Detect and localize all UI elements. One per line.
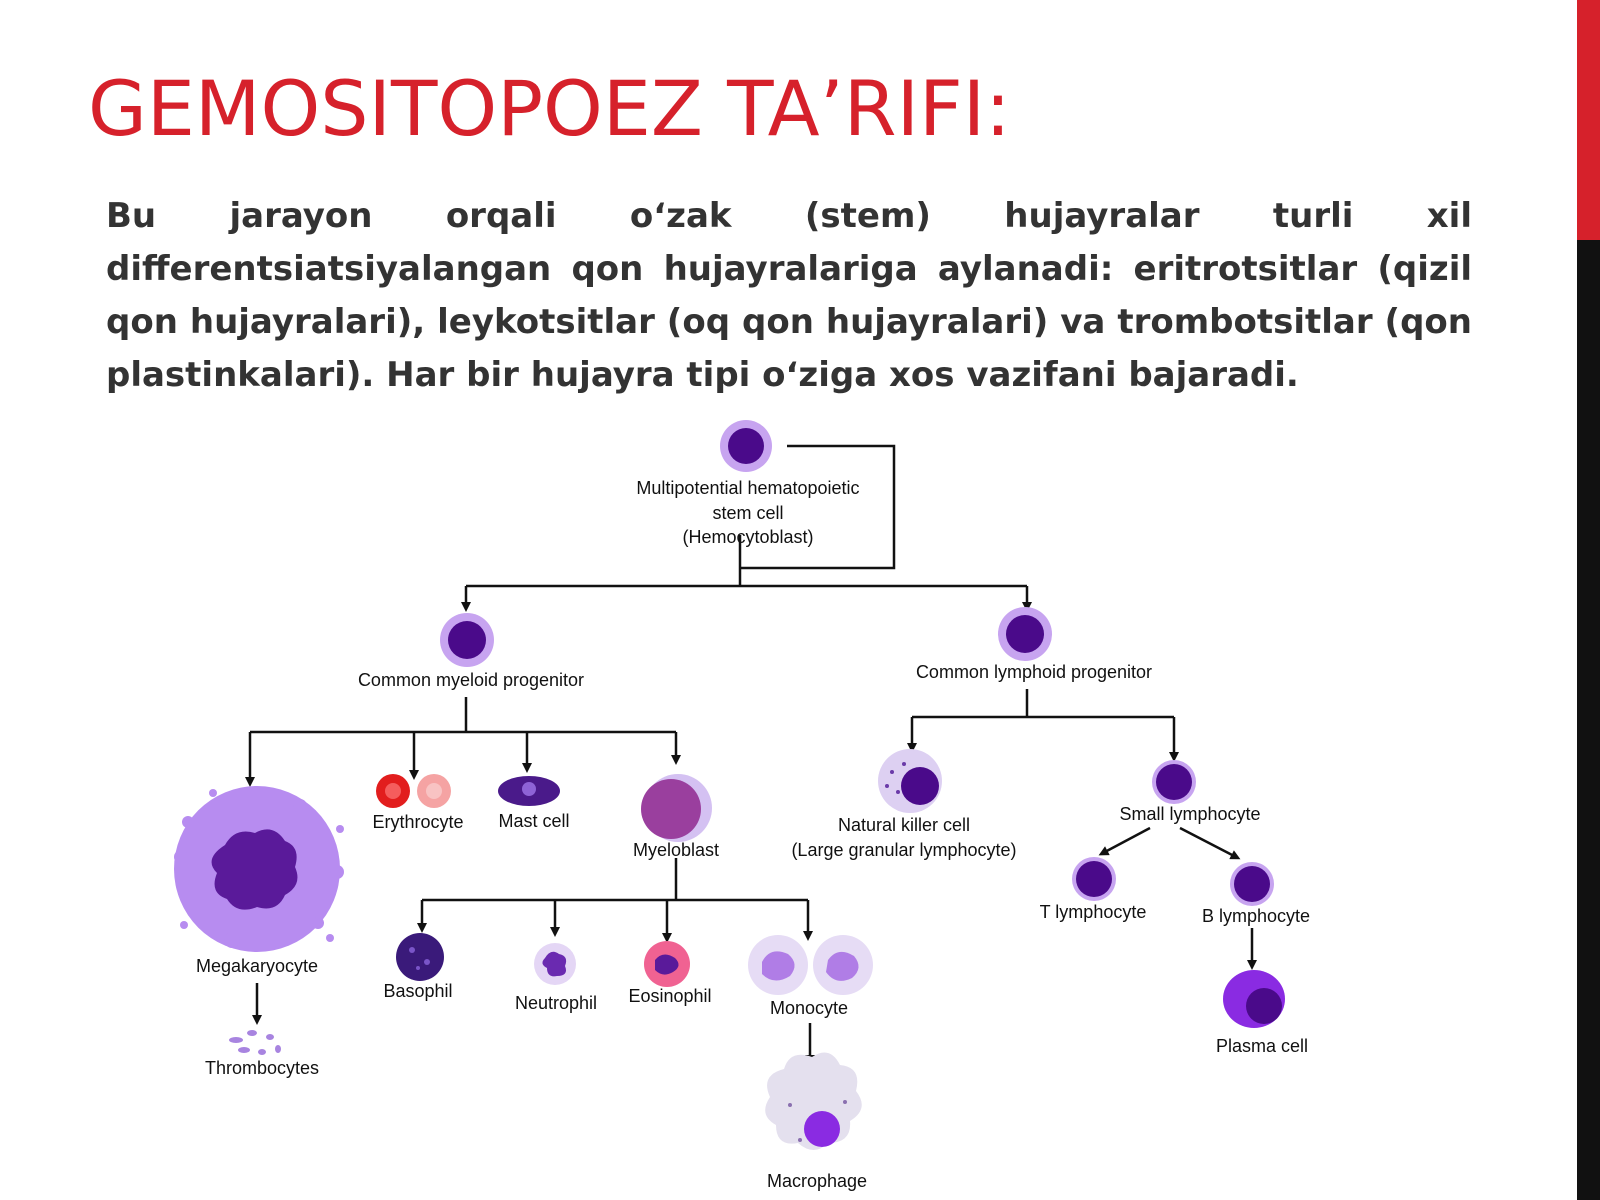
plasma-cell-label: Plasma cell	[1215, 1036, 1309, 1056]
thrombocytes-icon	[229, 1030, 281, 1055]
neutrophil-icon	[534, 943, 576, 985]
neutrophil-label: Neutrophil	[514, 993, 598, 1013]
erythrocyte-label: Erythrocyte	[372, 812, 464, 832]
stem-cell-label-line1: Multipotential hematopoietic	[636, 478, 860, 498]
megakaryocyte-icon	[174, 786, 344, 952]
stem-cell-label-line3: (Hemocytoblast)	[682, 527, 814, 547]
mast-cell-label: Mast cell	[498, 811, 570, 831]
small-lymphocyte-icon	[1152, 760, 1196, 804]
t-lymphocyte-label: T lymphocyte	[1039, 902, 1147, 922]
small-lymphocyte-label: Small lymphocyte	[1119, 804, 1261, 824]
eosinophil-label: Eosinophil	[628, 986, 712, 1006]
nk-cell-label-line1: Natural killer cell	[837, 815, 971, 835]
lymphoid-label: Common lymphoid progenitor	[915, 662, 1153, 682]
myeloid-progenitor-icon	[440, 613, 494, 667]
myeloid-label: Common myeloid progenitor	[357, 670, 585, 690]
basophil-icon	[396, 933, 444, 981]
b-lymphocyte-icon	[1230, 862, 1274, 906]
nk-cell-label-line2: (Large granular lymphocyte)	[791, 840, 1017, 860]
megakaryocyte-label: Megakaryocyte	[195, 956, 319, 976]
basophil-label: Basophil	[383, 981, 453, 1001]
slide-body: Bu jarayon orqali o‘zak (stem) hujayralar turli xil differentsiatsiyalangan qon hujayralariga aylanadi: eritrotsitlar (qizil qon hujayralari), leykotsitlar (oq qon hujayralari) va trombotsitlar (qon plastinkalari). Har bir hujayra tipi o‘ziga xos vazifani bajaradi.	[106, 196, 1472, 395]
t-lymphocyte-icon	[1072, 857, 1116, 901]
monocyte-label: Monocyte	[769, 998, 849, 1018]
slide-title: GEMOSITOPOEZ TA’RIFI:	[88, 64, 1011, 153]
stem-cell-icon	[720, 420, 772, 472]
lymphoid-progenitor-icon	[998, 607, 1052, 661]
mast-cell-icon	[498, 776, 560, 806]
thrombocytes-label: Thrombocytes	[204, 1058, 320, 1078]
b-lymphocyte-label: B lymphocyte	[1201, 906, 1311, 926]
nk-cell-icon	[878, 749, 942, 813]
macrophage-icon	[765, 1053, 862, 1151]
myeloblast-icon	[641, 774, 712, 842]
myeloblast-label: Myeloblast	[632, 840, 720, 860]
eosinophil-icon	[644, 941, 690, 987]
macrophage-label: Macrophage	[766, 1171, 868, 1191]
stem-cell-label-line2: stem cell	[712, 503, 784, 523]
erythrocyte-icon	[376, 774, 451, 808]
plasma-cell-icon	[1223, 970, 1285, 1028]
monocyte-icon	[748, 935, 873, 995]
